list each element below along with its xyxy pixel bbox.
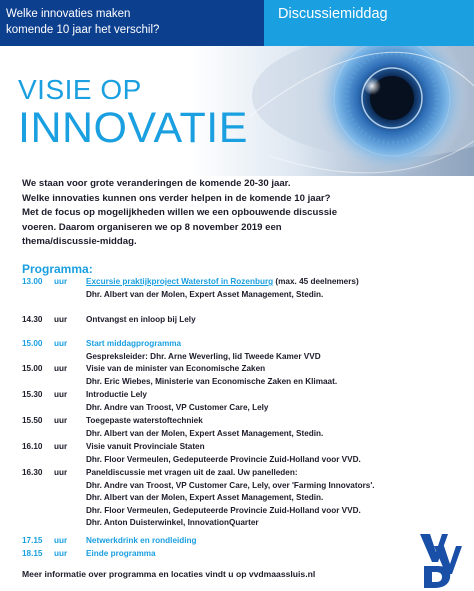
item-time: 16.10 [22,442,43,451]
header-question: Welke innovaties maken komende 10 jaar het verschil? [6,8,160,36]
event-type-label: Discussiemiddag [278,6,388,22]
item-time: 18.15 [22,549,43,558]
item-unit: uur [54,536,68,545]
program-title: Programma: [22,262,93,276]
item-unit: uur [54,277,68,286]
vvd-logo [418,532,462,588]
item-unit: uur [54,442,68,451]
item-unit: uur [54,339,68,348]
item-time: 15.00 [22,364,43,373]
item-unit: uur [54,364,68,373]
item-time: 15.00 [22,339,43,348]
item-time: 16.30 [22,468,43,477]
item-unit: uur [54,549,68,558]
intro-paragraph: We staan voor grote veranderingen de komende 20-30 jaar. Welke innovaties kunnen ons verder helpen in de komende 10 jaar? Met de focus op mogelijkheden willen we een opbouwende discussie voeren. Daarom organiseren we op 8 november 2019 een thema/discussie-middag. [22,178,338,247]
item-time: 15.50 [22,416,43,425]
item-unit: uur [54,390,68,399]
item-time: 13.00 [22,277,43,286]
title-line-1: VISIE OP [18,74,142,105]
item-unit: uur [54,315,68,324]
item-time: 17.15 [22,536,43,545]
title-line-2: INNOVATIE [18,104,248,152]
item-time: 14.30 [22,315,43,324]
footer-info: Meer informatie over programma en locaties vindt u op vvdmaassluis.nl [22,569,316,579]
item-unit: uur [54,468,68,477]
item-unit: uur [54,416,68,425]
event-type-badge [264,0,474,46]
excursion-link[interactable]: Excursie praktijkproject Waterstof in Rozenburg [86,277,274,286]
item-time: 15.30 [22,390,43,399]
